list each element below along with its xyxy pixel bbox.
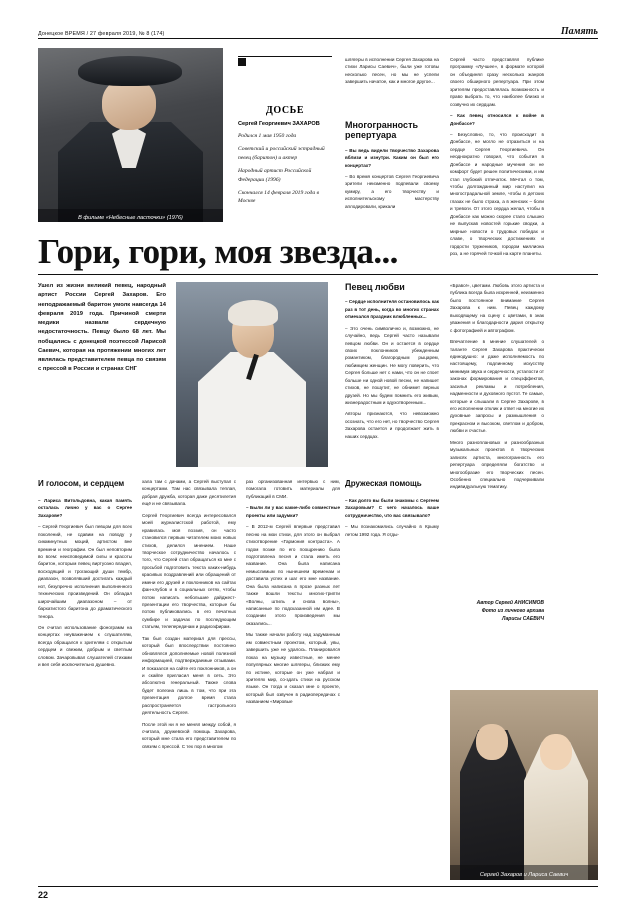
photo-concert	[176, 282, 328, 467]
lead-paragraph: Ушел из жизни великий певец, народный артист России Сергей Захаров. Его неподражаемый баритон умолк навсегда 14 февраля 2019 года. Причиной смерти медики назвали сердечную недостаточность. Певцу было 68 лет. Мы побщались с донецкой поэтессой Ларисой Саевич, которая на протяжении многих лет являлась представителем певца по связям с прессой в России и странах СНГ	[38, 283, 166, 373]
dossier-item: Советский и российский эстрадный певец (баритон) и актер	[238, 146, 325, 161]
page-number: 22	[38, 890, 49, 900]
page-title: Гори, гори, моя звезда...	[38, 232, 398, 271]
article-column-f	[38, 478, 132, 673]
photo-face-right-shape	[540, 734, 572, 770]
article-column-b	[345, 120, 439, 214]
paragraph: Мы также начали работу над задуманным им совместным проектом, который, увы, завершить уже не удалось. Планировался показ на музыку известные, не менее популярных многие шлягеры, близких ему по истине, которые он уже набрал и зрителях мир, со-здать стихи на русском языке. Он тогда и сказал мне о проекте, который был озвучен в радиопередачах с названием «Мировые	[246, 632, 340, 705]
header-divider	[38, 38, 598, 39]
paragraph: – Безусловно, то, что происходит в Донбассе, не могло не отразиться и на сердце Сергея Георгиевича. Он неоднократно говорил, что события в Донбассе и народные мучения он не комфорт будет решен политическими, и им стал глубокий отпечаток. Мечтал о том, чтобы долгожданный мир наступил на многострадальной земле, чтобы в детских глазах не было страха, а в женских – боли и тревоги. От этого сердца желал, чтобы в Донбассе как можно скорее стало слышно не выпускав новостей горькие сводки, а мирные новости о трудовых победах и славе, о творческих достижениях и гордости тружеников, городом миллиона роз, а не горячей точкой на карте планеты.	[450, 131, 544, 256]
paragraph: Много разноплановых и разнообразных музыкальных проектов в творческих записях артиста, многогранность его репертуара определяли богатство и многообразие его творческих песен. Особенно специально подчеркивали индивидуальную тематику.	[450, 439, 544, 490]
paragraph: – В 2012-м Сергей впервые представил песню на мои стихи, для этого он выбрал стихотворение «Гармония контраста». А годом позже по его поощрению была подготовлена песня и стала иметь его название. Она была написана немыслимым по нынешнем временам и доставила успех и шаг его мне название. Она была написана в прозе разных лет также вошли тексты многих-трипти «Волны, штиль и снова волны», написанные по подсказанной им идее. В создании этого произведения мы оказались...	[246, 524, 340, 626]
paragraph: шлягеры в исполнении Сергея Захарова на стихи Ларисы Саевич», были уже готовы несколько песен, но мы не успели завершить начатое, как и многое другое...	[345, 57, 439, 85]
subheading-voice-and-heart: И голосом, и сердцем	[38, 479, 125, 488]
byline-author: Автор Сергей АНИСИМОВ	[476, 600, 544, 606]
subheading-singer-of-love: Певец любви	[345, 282, 405, 292]
article-column-i	[345, 478, 439, 542]
byline-photo-credit-name: Ларисы САЕВИЧ	[501, 615, 544, 622]
question: – Как певец относился к войне в Донбассе?	[450, 113, 544, 126]
dossier-person-name: Сергей Георгиевич ЗАХАРОВ	[238, 121, 320, 127]
photo-hat-shape	[78, 56, 182, 86]
paragraph: Впечатление в мнение слушателей о таланте Сергея Захарова практически единодушно: и даже исполняемость по настоящему, подлинному искусству минимум звука и сердечности, усталости от законах формирования и спецэффектов, засилья рекламы и потребления, надменности и духовного пустот. Те самые, которые и слышали в Сергее Захарове, в его исполнении отклик и ответ на многие их духовные запросы и размышления о прекрасном и высоком, светлом и добром, любви и счастье.	[450, 339, 544, 434]
paragraph: раз организованная интервью с ним, помогала готовить материалы для публикаций в СМИ.	[246, 479, 340, 499]
section-title: Память	[560, 26, 598, 37]
issue-info: Донецкое ВРЕМЯ / 27 февраля 2019, № 8 (174)	[38, 31, 165, 37]
headline-divider	[38, 274, 598, 275]
paragraph: После этой ни я не менял между собой, я считала, дружевской помощь Захарова, который мне стала его представителем по связям с прессой. С тех пор в многом	[142, 721, 236, 749]
dossier-item: Скончался 14 февраля 2019 года в Москве	[238, 189, 320, 205]
dossier-item: Народный артист Российской Федерации (1996)	[238, 168, 312, 183]
article-column-c	[450, 56, 544, 261]
dossier-item: Родился 1 мая 1950 года	[238, 133, 297, 139]
paragraph: – Это очень символично и, возможно, не случайно, ведь Сергей часто называли певцом любви. Он и остается в сердце своих поклонников убежденным романтиком, благородным рыцарем, любимцем женщин. Не могу поверить, что Сергея больше нет с нами, что он не споет больше ни одной новой песни, не напишет стихов, не пошутит, не обнимет верных друзей. Но мы будем помнить его живым, жизнерадостным и одухотворенным...	[345, 325, 439, 406]
article-column-a	[345, 56, 439, 90]
dossier-divider	[238, 56, 332, 57]
paragraph: Авторы признаются, что невозможно осознать, что его нет, но творчество Сергея Захарова остается и продолжает жить в наших сердцах.	[345, 411, 439, 439]
subheading-repertoire: Многогранность репертуара	[345, 120, 419, 141]
paragraph: «Браво!», цветами. Любовь этого артиста и публика всегда была искренней, неизменно было постоянное внимание Сергея Захарова к ним. Певец каждому выходящему на сцену с цветами, в знак уважения и благодарности дарил открытку с фотографией и автографом.	[450, 283, 544, 333]
paragraph: хала там с дачами, а Сергей выступал с концертами. Там нас связывала теплая, добрая дружба, которая даже десятилетия ещё и не связывала.	[142, 479, 236, 507]
paragraph: – Во время концертов Сергея Георгиевича зрители неизменно подпевали своему кумиру, а его творчеству и исполнительскому мастерству аплодировали, крикали	[345, 174, 439, 209]
photo-caption: В фильме «Небесные ласточки» (1976)	[78, 215, 183, 221]
question: – Сердце исполнителя остановилось как раз в тот день, когда во многих странах отмечался праздник влюбленных...	[345, 299, 439, 320]
page-header	[38, 26, 598, 37]
paragraph: Он считал использование фонограмм на концертах неуважением к слушателям, всегда обращался к зрителям с открытым сердцем и свежим, добрым и светлым словом. Зачаровывал слушателей стихами и вел себя исключительно душевно.	[38, 624, 132, 668]
paragraph: Так был создан материал для прессы, который был впоследствии постоянно обновлялся дополняемые новой полезной информацией, подтверждаемые отзывами. И показался на сайте его поклонников, а он и скайпе пригласил меня в сеть. Это абсолютно генеральный. Также слова будет полезна лишь в том, что при эта презентация долгое время стала распространяется гастрольного деятельность Сергея.	[142, 635, 236, 716]
photo-caption: Сергей Захаров и Лариса Саевич	[479, 872, 569, 878]
paragraph: Сергей Георгиевич всегда интересовался моей журналистской работой, ему нравилась моя поэзия, он часто становился первым читателем моих новых стихов, делился мнением. Наше творческое сотрудничество началось с того, что Сергей стал обращаться ко мне с просьбой подготовить текста каких-нибудь красивых поздравлений или обращений от имени его друзей и поклонников на сайтах фан-клубов и в социальных сетях, чтобы потом написать небольшие дайджест-презентации его творчества, которые бы потом публиковались в его печатных сумбире и задачах по последующим статьям, телепередачам и радиоэфирам.	[142, 512, 236, 630]
dossier-block	[238, 56, 332, 211]
photo-portrait-film	[38, 48, 223, 222]
article-column-d	[345, 282, 439, 444]
paragraph: Сергей часто представлял публике программу «Лучшее», в формате которой он объединял сразу несколько жанров своего обширного репертуара. При этом зрителям предоставлялась возможность и право выбрать то, что наиболее близко и созвучно их сердцам.	[450, 57, 544, 107]
question: – Лариса Витольдовна, какая память осталась лично у вас о Сергее Захарове?	[38, 497, 132, 518]
question: – Были ли у вас какие-либо совместные проекты или задумки?	[246, 505, 340, 518]
photo-hair-shape	[228, 300, 278, 326]
subheading-friendly-help: Дружеская помощь	[345, 479, 422, 488]
article-column-h	[246, 478, 340, 710]
question: – Вы ведь видели творчество Захарова вблизи и изнутри. Каким он был его концертах?	[345, 147, 439, 168]
paragraph: – Мы познакомились случайно в Крыму летом 1992 года. Я отды-	[345, 524, 439, 537]
byline-photo-credit: Фото из личного архива	[481, 607, 544, 614]
photo-duo	[450, 690, 598, 880]
article-column-g	[142, 478, 236, 754]
dossier-title: ДОСЬЕ	[265, 105, 305, 116]
footer-divider	[38, 886, 598, 887]
byline	[450, 600, 544, 623]
article-column-e	[450, 282, 544, 495]
paragraph: – Сергей Георгиевич был певцом для всех поколений, не сдавим на поводу у сиюминутных моций, артистом вне времени и географии. Он был неповторим во всем: неисповедимой силы и красоты баритон, которым певец виртуозно владел, восходящий и трогающий души тембр, диапазон, позволявший достигать каждый нот, безупречно исполнения выполненного технических произведений. Он обладал широчайшим диапазоном – от бархатистого баритона до драматического тенора.	[38, 524, 132, 619]
photo-face-left-shape	[476, 724, 508, 760]
question: – Как долго вы были знакомы с Сергеем Захаровым? С чего началось ваше сотрудничество, что вас связывало?	[345, 497, 439, 518]
